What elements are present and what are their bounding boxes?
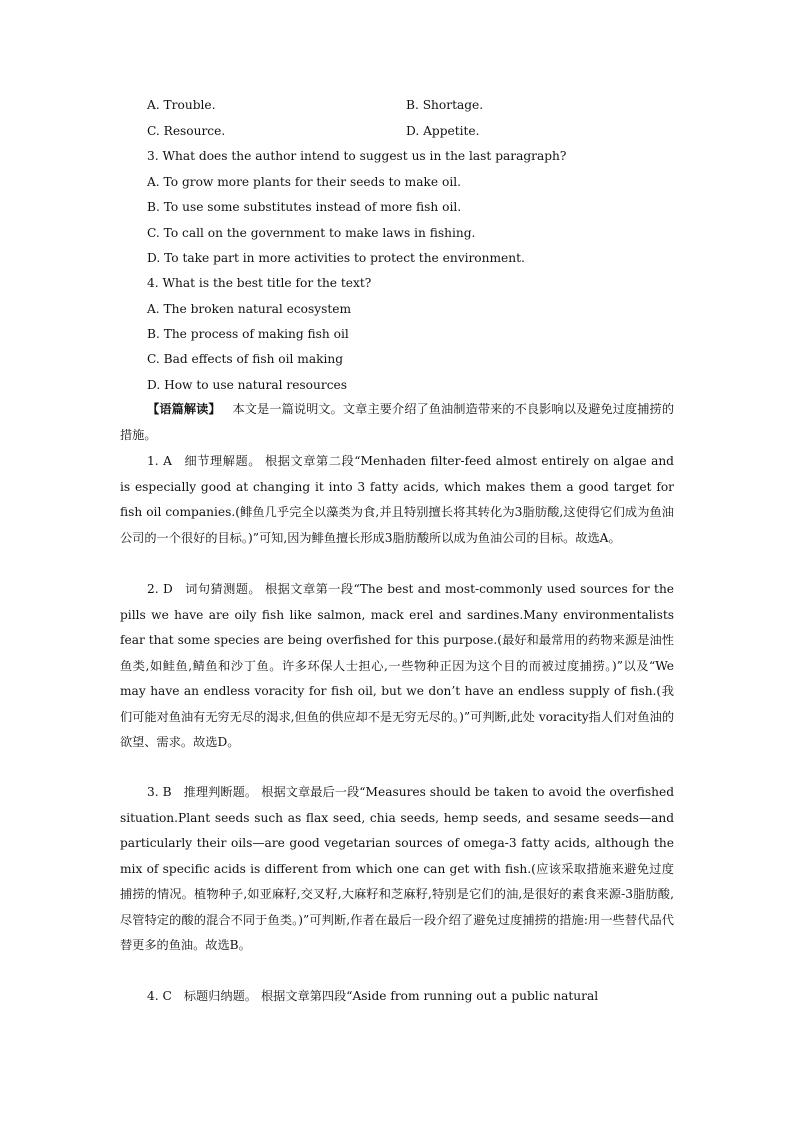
q2-option-b: B. Shortage. xyxy=(406,98,484,112)
answer-explanation xyxy=(120,449,674,551)
q2-option-d: D. Appetite. xyxy=(406,124,480,138)
analysis-text: 本文是一篇说明文。文章主要介绍了鱼油制造带来的不良影响以及避免过度捕捞的措施。 xyxy=(120,402,675,442)
answer-number: 4. C xyxy=(147,989,172,1003)
q3-option: A. To grow more plants for their seeds to make oil. xyxy=(147,175,461,189)
answer-number: 3. B xyxy=(147,785,172,799)
answer-number: 2. D xyxy=(147,582,173,596)
explanation-text: 根据文章第一段“The best and most-commonly used sources for the pills we have are oily fish like salmon, mack erel and sardines.Many environmentalists fear that some species are being overfished for this purpose.(最好和最常用的药物来源是油性鱼类,如鲑鱼,鲭鱼和沙丁鱼。许多环保人士担心,一些物种正因为这个目的而被过度捕捞。)”以及“We may have an endless voracity for fish oil, but we don’t have an endless supply of fish.(我们可能对鱼油有无穷无尽的渴求,但鱼的供应却不是无穷无尽的。)”可判断,此处 voracity指人们对鱼油的欲望、需求。故选D。 xyxy=(120,582,675,749)
q4-option: B. The process of making fish oil xyxy=(147,327,349,341)
q2-option-a: A. Trouble. xyxy=(147,98,216,112)
answer-explanation xyxy=(120,780,674,959)
q2-options-row-2 xyxy=(147,124,480,138)
q2-options-row-1 xyxy=(147,98,484,112)
explanation-text: 根据文章第二段“Menhaden filter-feed almost entirely on algae and is especially good at changing it into 3 fatty acids, which makes them a good target for fish oil companies.(鲱鱼几乎完全以藻类为食,并且特别擅长将其转化为3脂肪酸,这使得它们成为鱼油公司的一个很好的目标。)”可知,因为鲱鱼擅长形成3脂肪酸所以成为鱼油公司的目标。故选A。 xyxy=(120,454,674,545)
q3-option: C. To call on the government to make laws in fishing. xyxy=(147,226,476,240)
answer-explanation xyxy=(120,577,674,756)
question-type: 推理判断题。 xyxy=(183,785,258,799)
q4-stem: 4. What is the best title for the text? xyxy=(147,276,372,290)
question-type: 细节理解题。 xyxy=(183,454,261,468)
question-type: 标题归纳题。 xyxy=(183,989,257,1003)
q4-option: D. How to use natural resources xyxy=(147,378,347,392)
answer-explanation xyxy=(120,984,674,1010)
analysis-heading: 【语篇解读】 xyxy=(147,402,221,416)
q4-option: C. Bad effects of fish oil making xyxy=(147,352,344,366)
q2-option-c: C. Resource. xyxy=(147,124,226,138)
q3-stem: 3. What does the author intend to suggest us in the last paragraph? xyxy=(147,149,567,163)
q3-option: D. To take part in more activities to protect the environment. xyxy=(147,251,525,265)
answer-number: 1. A xyxy=(147,454,172,468)
q4-option: A. The broken natural ecosystem xyxy=(147,302,352,316)
question-type: 词句猜测题。 xyxy=(184,582,262,596)
explanation-text: 根据文章最后一段“Measures should be taken to avoid the overfished situation.Plant seeds such as flax seed, chia seeds, hemp seeds, and sesame seeds—and particularly their oils—are good vegetarian sources of omega-3 fatty acids, although the mix of specific acids is different from which one can get with fish.(应该采取措施来避免过度捕捞的情况。植物种子,如亚麻籽,交叉籽,大麻籽和芝麻籽,特别是它们的油,是很好的素食来源-3脂肪酸,尽管特定的酸的混合不同于鱼类。)”可判断,作者在最后一段介绍了避免过度捕捞的措施:用一些替代品代替更多的鱼油。故选B。 xyxy=(120,785,674,952)
q3-option: B. To use some substitutes instead of more fish oil. xyxy=(147,200,462,214)
explanation-text: 根据文章第四段“Aside from running out a public natural xyxy=(260,989,599,1003)
passage-analysis xyxy=(120,397,674,448)
